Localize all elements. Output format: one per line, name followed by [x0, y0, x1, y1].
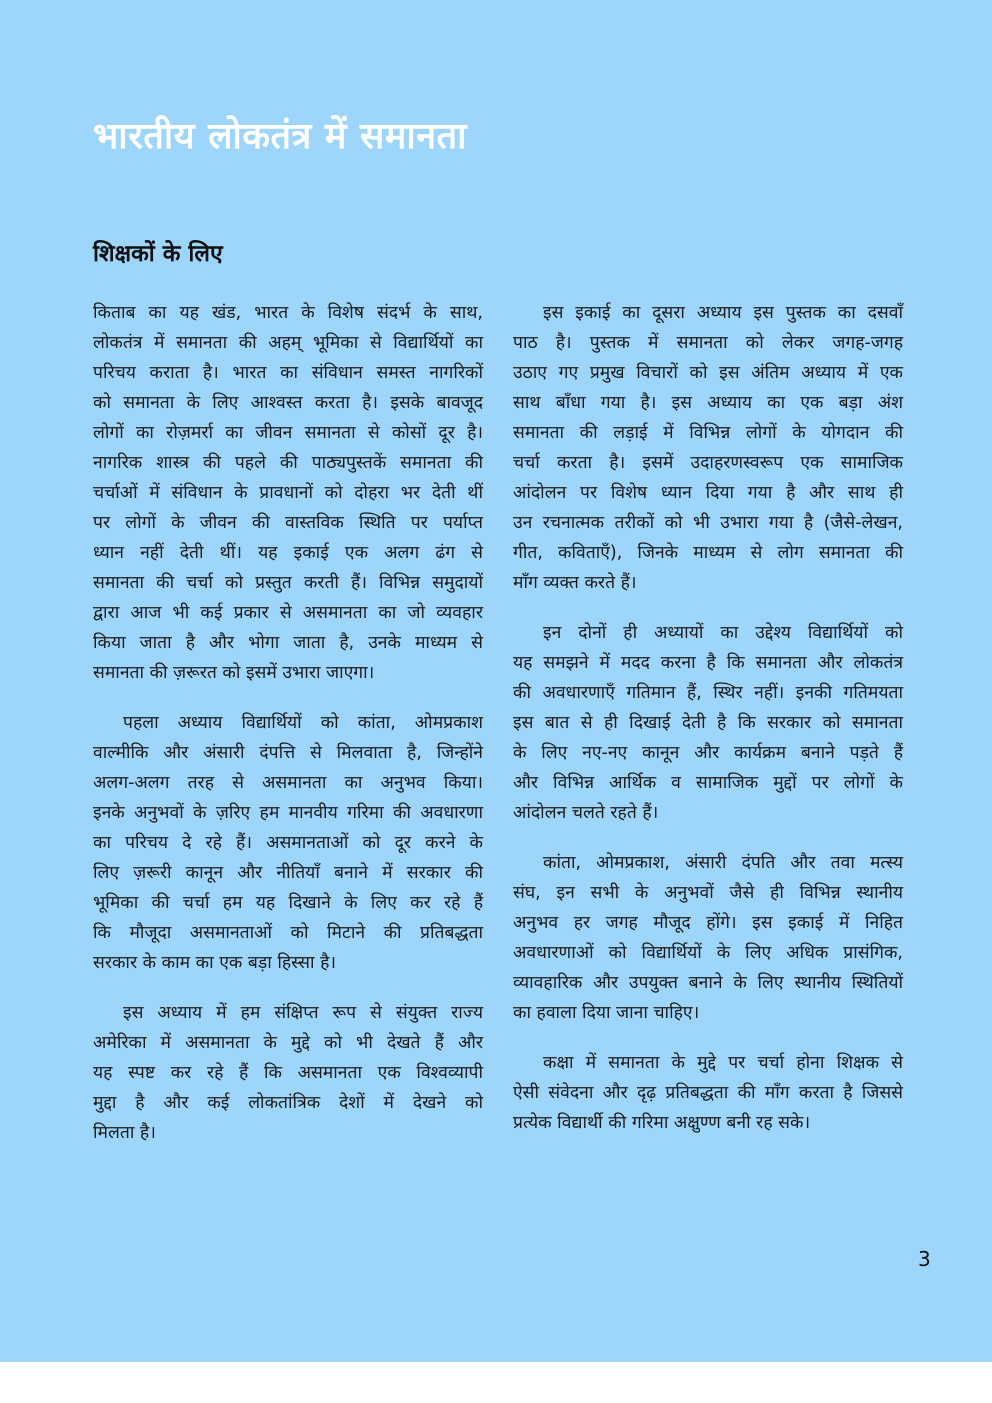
paragraph	[513, 1048, 903, 1138]
text-line: इस इकाई का दूसरा अध्याय इस पुस्तक का दसवाँ	[543, 303, 903, 323]
text-line: कांता, ओमप्रकाश, अंसारी दंपति और तवा मत्स्य	[543, 853, 903, 873]
text-line: अलग-अलग तरह से असमानता का अनुभव किया।	[93, 773, 483, 793]
text-line: चर्चाओं में संविधान के प्रावधानों को दोहरा भर देती थीं	[93, 483, 483, 503]
text-line: की अवधारणाएँ गतिमान हैं, स्थिर नहीं। इनकी गतिमयता	[513, 683, 903, 703]
text-line: अमेरिका में असमानता के मुद्दे को भी देखते हैं और	[93, 1033, 483, 1053]
text-line: इस अध्याय में हम संक्षिप्त रूप से संयुक्त राज्य	[123, 1003, 483, 1023]
text-line: लोगों का रोज़मर्रा का जीवन समानता से कोसों दूर है।	[93, 423, 483, 443]
page-number: 3	[918, 1247, 931, 1271]
text-line: द्वारा आज भी कई प्रकार से असमानता का जो व्यवहार	[93, 603, 483, 623]
text-line: का परिचय दे रहे हैं। असमानताओं को दूर करने के	[93, 833, 483, 853]
text-line: को समानता के लिए आश्वस्त करता है। इसके बावजूद	[93, 393, 483, 413]
text-line: कक्षा में समानता के मुद्दे पर चर्चा होना शिक्षक से	[543, 1053, 903, 1073]
text-line: पर लोगों के जीवन की वास्तविक स्थिति पर पर्याप्त	[93, 513, 483, 533]
text-line: सरकार के काम का एक बड़ा हिस्सा है।	[93, 953, 337, 973]
text-line: गीत, कविताएँ), जिनके माध्यम से लोग समानता की	[513, 543, 903, 563]
text-line: परिचय कराता है। भारत का संविधान समस्त नागरिकों	[93, 363, 483, 383]
text-line: उन रचनात्मक तरीकों को भी उभारा गया है (जैसे-लेखन,	[513, 513, 903, 533]
text-line: समानता की चर्चा को प्रस्तुत करती हैं। विभिन्न समुदायों	[93, 573, 483, 593]
text-line: यह समझने में मदद करना है कि समानता और लोकतंत्र	[513, 653, 903, 673]
text-line: पहला अध्याय विद्यार्थियों को कांता, ओमप्रकाश	[123, 713, 483, 733]
text-line: चर्चा करता है। इसमें उदाहरणस्वरूप एक सामाजिक	[513, 453, 903, 473]
text-line: और विभिन्न आर्थिक व सामाजिक मुद्दों पर लोगों के	[513, 773, 903, 793]
text-line: यह स्पष्ट कर रहे हैं कि असमानता एक विश्वव्यापी	[93, 1063, 483, 1083]
text-line: भूमिका की चर्चा हम यह दिखाने के लिए कर रहे हैं	[93, 893, 483, 913]
text-line: माँग व्यक्त करते हैं।	[513, 573, 637, 593]
text-line: मिलता है।	[93, 1123, 156, 1143]
right-column	[513, 298, 903, 1158]
paragraph	[513, 618, 903, 828]
text-line: लिए ज़रूरी कानून और नीतियाँ बनाने में सरकार की	[93, 863, 483, 883]
text-line: किया जाता है और भोगा जाता है, उनके माध्यम से	[93, 633, 483, 653]
text-line: ऐसी संवेदना और दृढ़ प्रतिबद्धता की माँग करता है जिससे	[513, 1083, 903, 1103]
text-line: कि मौजूदा असमानताओं को मिटाने की प्रतिबद्धता	[93, 923, 483, 943]
text-line: समानता की लड़ाई में विभिन्न लोगों के योगदान की	[513, 423, 903, 443]
text-line: इस बात से ही दिखाई देती है कि सरकार को समानता	[513, 713, 903, 733]
text-line: साथ बाँधा गया है। इस अध्याय का एक बड़ा अंश	[513, 393, 903, 413]
text-line: पाठ है। पुस्तक में समानता को लेकर जगह-जगह	[513, 333, 903, 353]
text-line: प्रत्येक विद्यार्थी की गरिमा अक्षुण्ण बनी रह सके।	[513, 1113, 811, 1133]
paragraph	[513, 848, 903, 1028]
text-line: का हवाला दिया जाना चाहिए।	[513, 1003, 700, 1023]
paragraph	[93, 298, 483, 688]
text-line: मुद्दा है और कई लोकतांत्रिक देशों में देखने को	[93, 1093, 483, 1113]
left-column	[93, 298, 483, 1168]
text-line: के लिए नए-नए कानून और कार्यक्रम बनाने पड़ते हैं	[513, 743, 903, 763]
paragraph	[93, 998, 483, 1148]
text-line: लोकतंत्र में समानता की अहम् भूमिका से विद्यार्थियों का	[93, 333, 483, 353]
text-line: ध्यान नहीं देती थीं। यह इकाई एक अलग ढंग से	[93, 543, 483, 563]
paragraph	[93, 708, 483, 978]
text-line: इनके अनुभवों के ज़रिए हम मानवीय गरिमा की अवधारणा	[93, 803, 483, 823]
text-line: इन दोनों ही अध्यायों का उद्देश्य विद्यार्थियों को	[543, 623, 903, 643]
text-line: व्यावहारिक और उपयुक्त बनाने के लिए स्थानीय स्थितियों	[513, 973, 903, 993]
text-line: आंदोलन पर विशेष ध्यान दिया गया है और साथ ही	[513, 483, 903, 503]
text-line: नागरिक शास्त्र की पहले की पाठ्यपुस्तकें समानता की	[93, 453, 483, 473]
text-line: संघ, इन सभी के अनुभवों जैसे ही विभिन्न स्थानीय	[513, 883, 903, 903]
paragraph	[513, 298, 903, 598]
page-title: भारतीय लोकतंत्र में समानता	[93, 116, 467, 157]
text-line: वाल्मीकि और अंसारी दंपत्ति से मिलवाता है, जिन्होंने	[93, 743, 483, 763]
text-line: किताब का यह खंड, भारत के विशेष संदर्भ के साथ,	[93, 303, 483, 323]
text-line: उठाए गए प्रमुख विचारों को इस अंतिम अध्याय में एक	[513, 363, 903, 383]
text-line: अनुभव हर जगह मौजूद होंगे। इस इकाई में निहित	[513, 913, 903, 933]
text-line: आंदोलन चलते रहते हैं।	[513, 803, 659, 823]
section-heading: शिक्षकों के लिए	[93, 241, 223, 267]
text-line: अवधारणाओं को विद्यार्थियों के लिए अधिक प्रासंगिक,	[513, 943, 903, 963]
text-line: समानता की ज़रूरत को इसमें उभारा जाएगा।	[93, 663, 375, 683]
